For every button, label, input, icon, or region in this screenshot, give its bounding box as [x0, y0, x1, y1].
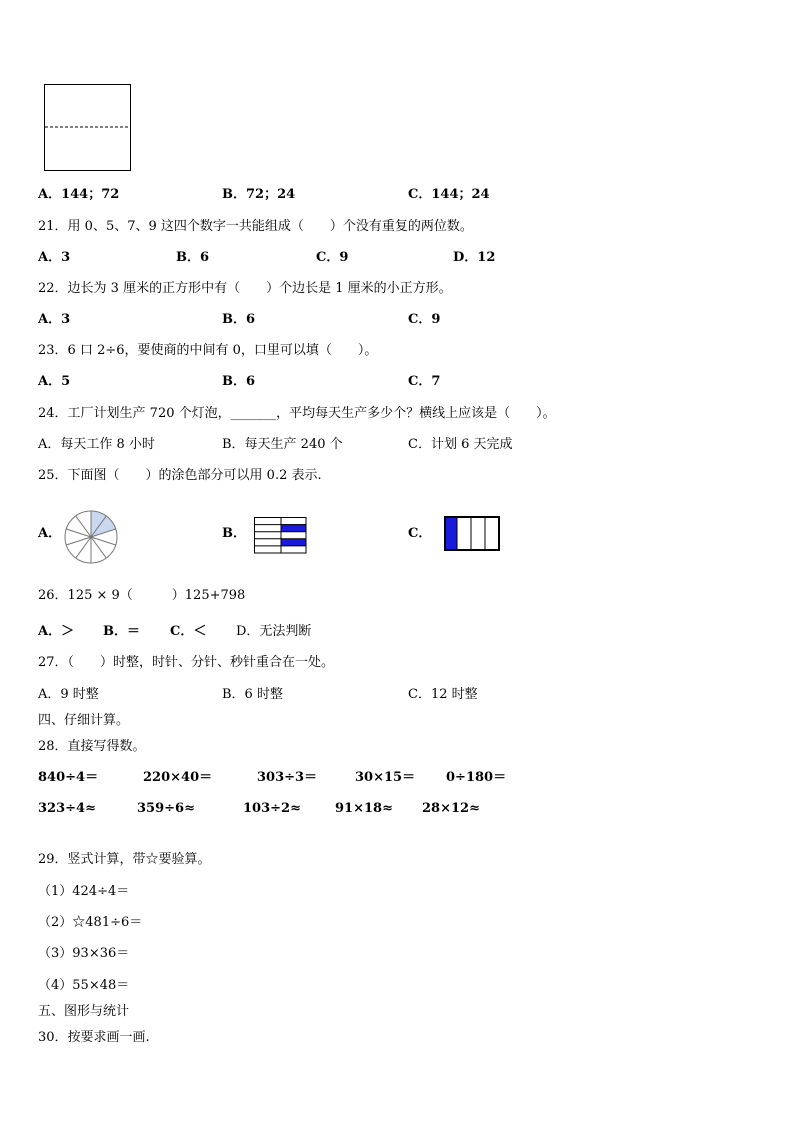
q26-option-b: B．＝: [103, 624, 140, 639]
q26-option-c: C．＜: [170, 624, 207, 639]
q29-item: （4）55×48＝: [38, 978, 130, 993]
q28-row1-item: 840÷4＝: [38, 770, 99, 785]
q23-stem: 23．6 口 2÷6，要使商的中间有 0，口里可以填（ ）。: [38, 343, 378, 358]
q22-option-c: C．9: [408, 312, 441, 327]
q24-option-c: C．计划 6 天完成: [408, 437, 513, 452]
q28-row1-item: 303÷3＝: [257, 770, 318, 785]
q25-strip-figure: [444, 516, 500, 551]
q29-item: （2）☆481÷6＝: [38, 915, 143, 930]
q20-option-c: C．144；24: [408, 187, 490, 202]
q28-row1-item: 220×40＝: [143, 770, 213, 785]
q27-option-c: C．12 时整: [408, 687, 478, 702]
q27-stem: 27．（ ）时整，时针、分针、秒针重合在一处。: [38, 655, 335, 670]
q23-option-c: C．7: [408, 374, 441, 389]
q21-option-c: C．9: [316, 250, 349, 265]
q29-item: （3）93×36＝: [38, 946, 130, 961]
q26-stem: 26．125 × 9（ ）125+798: [38, 588, 246, 603]
q28-row2-item: 359÷6≈: [137, 801, 195, 816]
q22-option-b: B．6: [222, 312, 256, 327]
q29-stem: 29．竖式计算，带☆要验算。: [38, 852, 211, 867]
section-5-heading: 五、图形与统计: [38, 1004, 130, 1019]
q22-stem: 22．边长为 3 厘米的正方形中有（ ）个边长是 1 厘米的小正方形。: [38, 281, 452, 296]
q25-option-b-label: B．: [222, 526, 246, 541]
q21-stem: 21．用 0、5、7、9 这四个数字一共能组成（ ）个没有重复的两位数。: [38, 219, 473, 234]
q26-option-a: A．＞: [38, 624, 75, 639]
q22-option-a: A．3: [38, 312, 71, 327]
q29-item: （1）424÷4＝: [38, 884, 130, 899]
q25-stem: 25．下面图（ ）的涂色部分可以用 0.2 表示.: [38, 468, 322, 483]
q28-stem: 28．直接写得数。: [38, 739, 146, 754]
q20-rectangle-figure: [44, 84, 132, 172]
q25-pie-figure: [63, 509, 119, 565]
q20-option-a: A．144；72: [38, 187, 120, 202]
q28-row1-item: 30×15＝: [355, 770, 416, 785]
q25-option-c-label: C．: [408, 526, 432, 541]
q24-option-a: A．每天工作 8 小时: [38, 437, 155, 452]
q25-grid-figure: [254, 517, 307, 554]
q23-option-a: A．5: [38, 374, 71, 389]
q28-row2-item: 91×18≈: [335, 801, 393, 816]
q24-stem: 24．工厂计划生产 720 个灯泡，_______，平均每天生产多少个？横线上应该是（ ）。: [38, 406, 556, 421]
q21-option-d: D．12: [453, 250, 496, 265]
q21-option-b: B．6: [176, 250, 210, 265]
q28-row2-item: 103÷2≈: [243, 801, 301, 816]
q21-option-a: A．3: [38, 250, 71, 265]
section-4-heading: 四、仔细计算。: [38, 713, 130, 728]
q26-option-d: D．无法判断: [236, 624, 312, 639]
q20-option-b: B．72；24: [222, 187, 296, 202]
q28-row2-item: 323÷4≈: [38, 801, 96, 816]
q30-stem: 30．按要求画一画.: [38, 1030, 150, 1045]
q24-option-b: B．每天生产 240 个: [222, 437, 343, 452]
q28-row2-item: 28×12≈: [422, 801, 480, 816]
q27-option-a: A．9 时整: [38, 687, 99, 702]
q23-option-b: B．6: [222, 374, 256, 389]
q25-option-a-label: A．: [38, 526, 62, 541]
q27-option-b: B．6 时整: [222, 687, 283, 702]
q28-row1-item: 0÷180＝: [446, 770, 507, 785]
